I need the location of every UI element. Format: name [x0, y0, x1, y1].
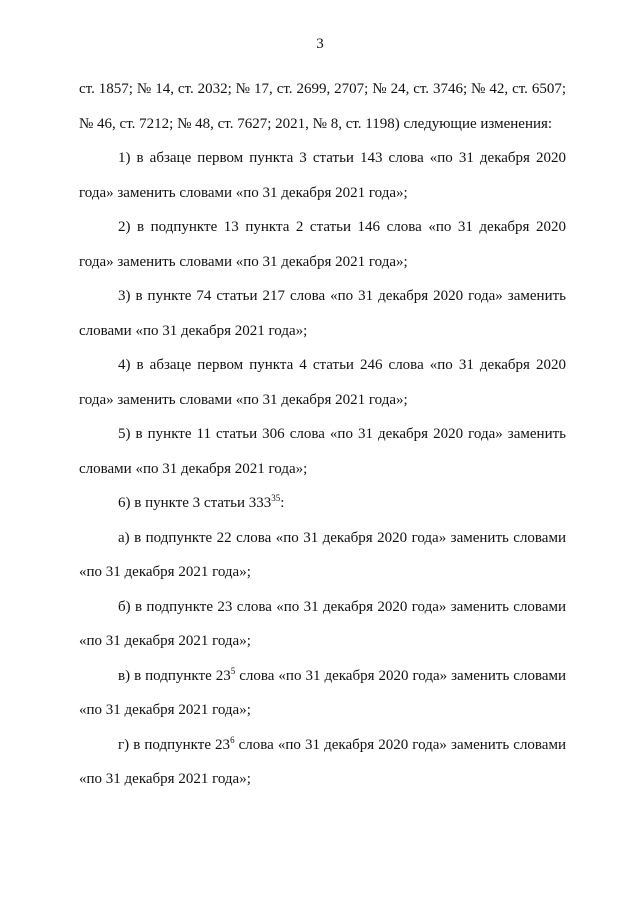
paragraph-item-4: 4) в абзаце первом пункта 4 статьи 246 слова «по 31 декабря 2020 года» заменить словами «по 31 декабря 2021 года»; [79, 357, 566, 408]
paragraph-intro: ст. 1857; № 14, ст. 2032; № 17, ст. 2699, 2707; № 24, ст. 3746; № 42, ст. 6507; № 46, ст. 7212; № 48, ст. 7627; 2021, № 8, ст. 1198) следующие изменения: [79, 81, 566, 132]
paragraph-item-6 [79, 486, 566, 521]
paragraph-item-5: 5) в пункте 11 статьи 306 слова «по 31 декабря 2020 года» заменить словами «по 31 декабря 2021 года»; [79, 426, 566, 477]
superscript: 5 [230, 665, 236, 676]
superscript: 6 [230, 734, 235, 745]
paragraph-subitem-v-text: в) в подпункте 23 [118, 667, 231, 684]
paragraph-subitem-v [79, 659, 566, 728]
paragraph-subitem-a: а) в подпункте 22 слова «по 31 декабря 2020 года» заменить словами «по 31 декабря 2021 года»; [79, 529, 566, 580]
document-body [79, 72, 566, 797]
page-number: 3 [316, 36, 324, 52]
superscript: 35 [271, 493, 281, 503]
paragraph-subitem-g-text: г) в подпункте 23 [118, 736, 231, 753]
paragraph-item-3: 3) в пункте 74 статьи 217 слова «по 31 декабря 2020 года» заменить словами «по 31 декабря 2021 года»; [79, 288, 566, 339]
paragraph-subitem-v-tail: слова «по 31 декабря 2020 года» заменить словами «по 31 декабря 2021 года»; [79, 667, 567, 718]
paragraph-item-1: 1) в абзаце первом пункта 3 статьи 143 слова «по 31 декабря 2020 года» заменить словами «по 31 декабря 2021 года»; [79, 150, 566, 201]
paragraph-item-6-text: 6) в пункте 3 статьи 333 [118, 495, 272, 511]
paragraph-subitem-g [79, 728, 566, 797]
paragraph-item-6-tail: : [280, 495, 285, 511]
paragraph-subitem-g-tail: слова «по 31 декабря 2020 года» заменить словами «по 31 декабря 2021 года»; [79, 736, 566, 787]
paragraph-item-2: 2) в подпункте 13 пункта 2 статьи 146 слова «по 31 декабря 2020 года» заменить словами «по 31 декабря 2021 года»; [79, 219, 566, 270]
paragraph-subitem-b: б) в подпункте 23 слова «по 31 декабря 2020 года» заменить словами «по 31 декабря 2021 года»; [79, 598, 566, 649]
